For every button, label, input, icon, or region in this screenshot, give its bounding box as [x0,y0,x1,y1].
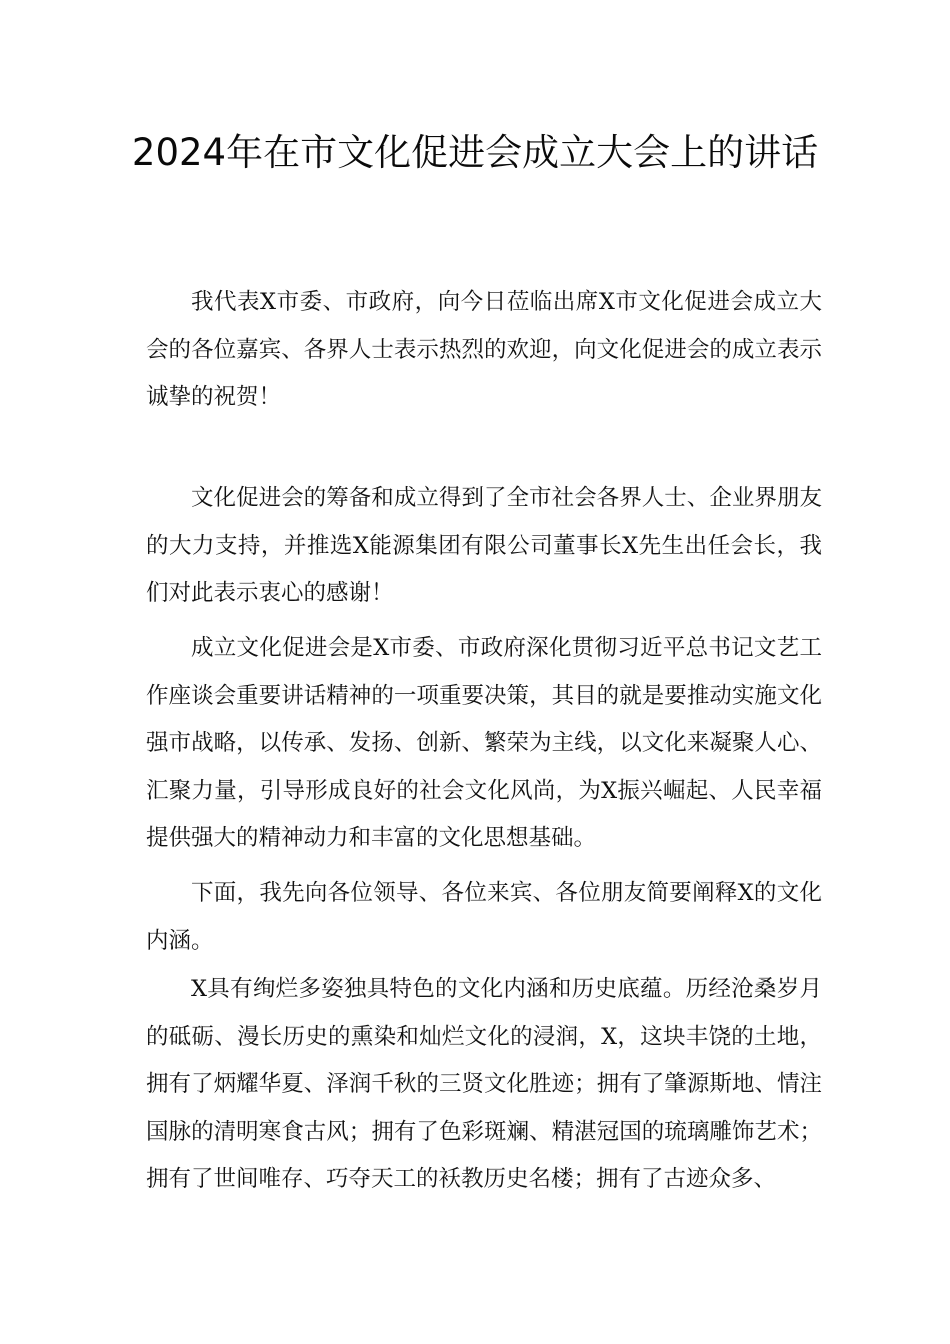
document-title: 2024年在市文化促进会成立大会上的讲话 [131,131,819,174]
paragraph-transition: 下面，我先向各位领导、各位来宾、各位朋友简要阐释X的文化内涵。 [146,880,822,954]
paragraph-cultural-heritage: X具有绚烂多姿独具特色的文化内涵和历史底蕴。历经沧桑岁月的砥砺、漫长历史的熏染和灿烂文化的浸润，X，这块丰饶的土地，拥有了炳耀华夏、泽润千秋的三贤文化胜迹；拥有了肇源斯地、情注国脉的清明寒食古风；拥有了色彩斑斓、精湛冠国的琉璃雕饰艺术；拥有了世间唯存、巧夺天工的袄教历史名楼；拥有了古迹众多、 [146,976,822,1192]
paragraph-welcome: 我代表X市委、市政府，向今日莅临出席X市文化促进会成立大会的各位嘉宾、各界人士表示热烈的欢迎，向文化促进会的成立表示诚挚的祝贺！ [146,289,822,410]
paragraph-purpose: 成立文化促进会是X市委、市政府深化贯彻习近平总书记文艺工作座谈会重要讲话精神的一项重要决策，其目的就是要推动实施文化强市战略，以传承、发扬、创新、繁荣为主线，以文化来凝聚人心、汇聚力量，引导形成良好的社会文化风尚，为X振兴崛起、人民幸福提供强大的精神动力和丰富的文化思想基础。 [146,635,822,851]
paragraph-thanks: 文化促进会的筹备和成立得到了全市社会各界人士、企业界朋友的大力支持，并推选X能源集团有限公司董事长X先生出任会长，我们对此表示衷心的感谢！ [146,485,822,606]
